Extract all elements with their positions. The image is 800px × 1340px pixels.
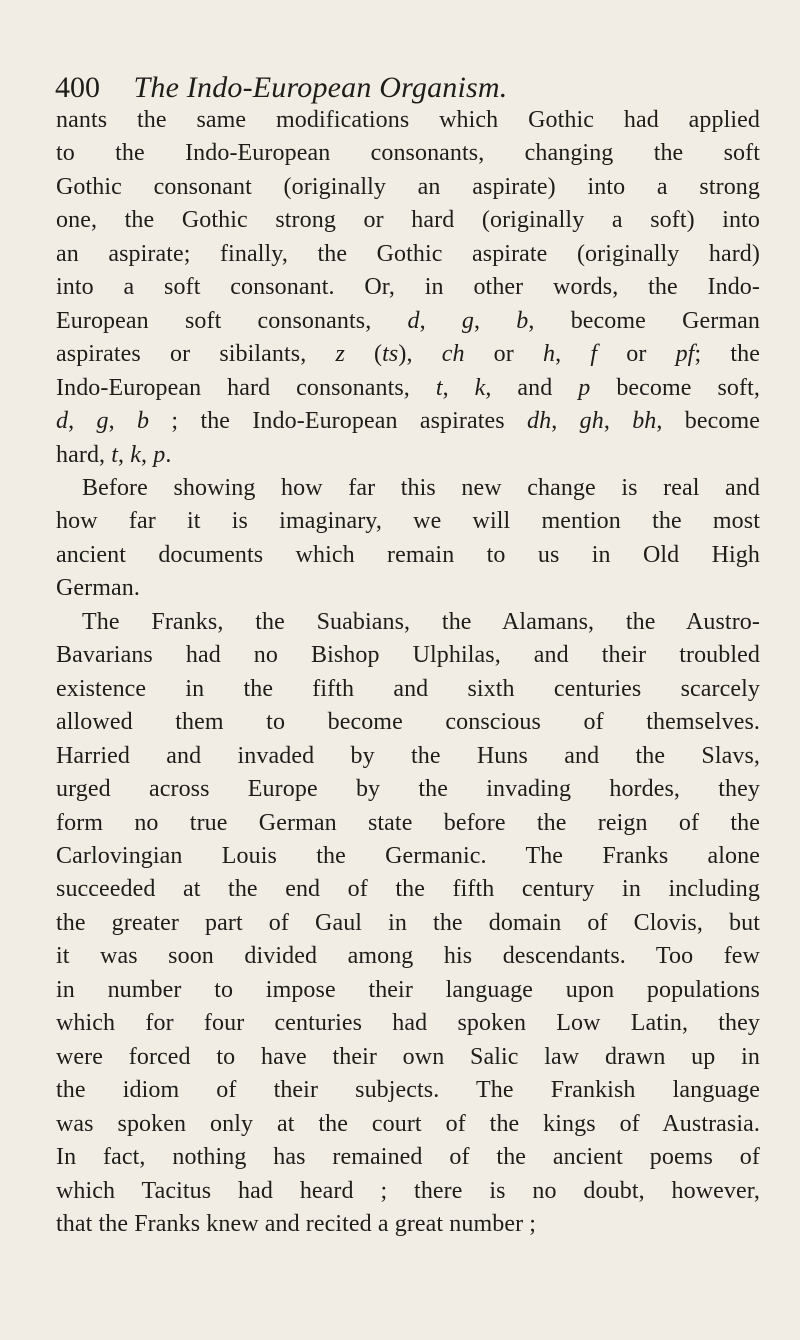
text-line: that the Franks knew and recited a great number ;: [56, 1210, 537, 1237]
text-line: hard, t, k, p.: [56, 441, 172, 468]
text-line: European soft consonants, d, g, b, become German: [56, 307, 761, 334]
text-line: to the Indo-European consonants, changing the soft: [56, 140, 760, 167]
text-line: The Franks, the Suabians, the Alamans, the Austro-: [82, 608, 760, 635]
text-line: was spoken only at the court of the kings of Austrasia.: [56, 1110, 760, 1137]
text-line: German.: [56, 575, 140, 602]
text-line: Indo-European hard consonants, t, k, and p become soft,: [56, 374, 760, 401]
text-line: which Tacitus had heard ; there is no doubt, however,: [56, 1177, 760, 1204]
text-line: Gothic consonant (originally an aspirate) into a strong: [56, 173, 760, 200]
paragraph-2: [56, 472, 760, 606]
running-title: The Indo-European Organism.: [133, 71, 508, 104]
text-line: it was soon divided among his descendants. Too few: [56, 943, 760, 970]
text-line: In fact, nothing has remained of the ancient poems of: [56, 1144, 760, 1171]
text-line: allowed them to become conscious of themselves.: [56, 709, 760, 736]
text-line: succeeded at the end of the fifth century in including: [56, 876, 760, 903]
text-line: how far it is imaginary, we will mention the most: [56, 508, 760, 535]
text-line: Bavarians had no Bishop Ulphilas, and their troubled: [56, 642, 760, 669]
text-line: the idiom of their subjects. The Frankish language: [56, 1077, 760, 1104]
text-line: were forced to have their own Salic law drawn up in: [56, 1043, 760, 1070]
text-line: the greater part of Gaul in the domain of Clovis, but: [56, 909, 760, 936]
text-line: aspirates or sibilants, z (ts), ch or h, f or pf; the: [56, 341, 760, 368]
text-line: an aspirate; finally, the Gothic aspirate (originally hard): [56, 240, 760, 267]
text-line: Harried and invaded by the Huns and the Slavs,: [56, 742, 760, 769]
text-line: Before showing how far this new change is real and: [82, 474, 760, 501]
text-line: Carlovingian Louis the Germanic. The Franks alone: [56, 842, 760, 869]
text-line: form no true German state before the reign of the: [56, 809, 760, 836]
text-line: in number to impose their language upon populations: [56, 976, 760, 1003]
text-line: d, g, b ; the Indo-European aspirates dh, gh, bh, become: [56, 408, 761, 435]
text-line: one, the Gothic strong or hard (originally a soft) into: [56, 207, 760, 234]
text-line: ancient documents which remain to us in Old High: [56, 541, 760, 568]
text-line: into a soft consonant. Or, in other words, the Indo-: [56, 274, 760, 301]
paragraph-3: [56, 606, 760, 1242]
text-line: which for four centuries had spoken Low Latin, they: [56, 1010, 760, 1037]
text-line: nants the same modifications which Gothic had applied: [56, 107, 760, 133]
page-number: 400: [55, 71, 100, 104]
text-line: existence in the fifth and sixth centuries scarcely: [56, 675, 760, 702]
text-line: urged across Europe by the invading hordes, they: [56, 776, 760, 803]
body-text: [56, 104, 760, 1241]
paragraph-1: [56, 104, 760, 472]
